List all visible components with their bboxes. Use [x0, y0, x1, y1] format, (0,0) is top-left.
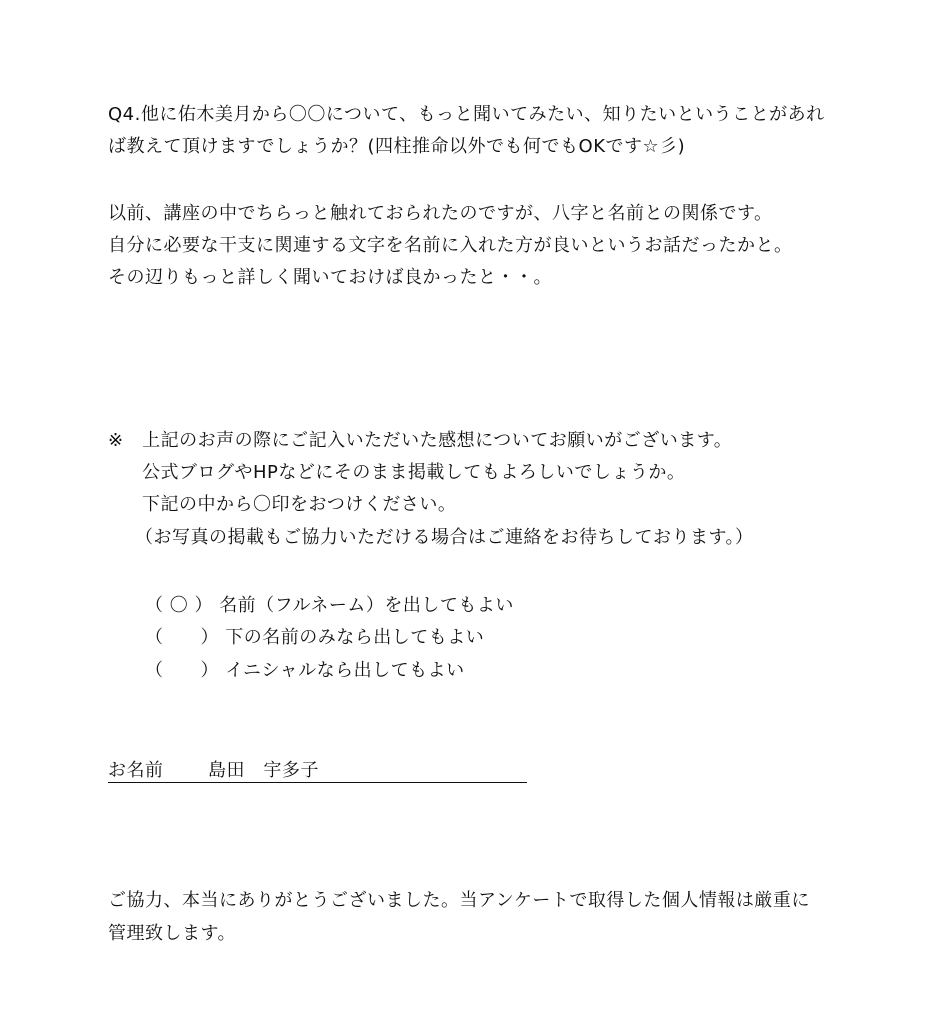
option-row: [145, 660, 465, 682]
signature-line: [108, 760, 527, 783]
notice-line-2: 公式ブログやHPなどにそのまま掲載してもよろしいでしょうか。: [142, 462, 686, 483]
question-line-2: ば教えて頂けますでしょうか？(四柱推命以外でも何でもOKです☆彡): [108, 136, 686, 157]
answer-line-3: その辺りもっと詳しく聞いておけば良かったと・・。: [108, 267, 552, 288]
notice-line-3: 下記の中から〇印をおつけください。: [142, 494, 457, 515]
option-label: 下の名前のみなら出してもよい: [225, 627, 485, 648]
option-mark: （ 〇 ）: [145, 595, 213, 616]
closing-line-1: ご協力、本当にありがとうございました。当アンケートで取得した個人情報は厳重に: [108, 890, 810, 911]
signature-name: 島田 宇多子: [208, 760, 319, 781]
option-mark: （ ）: [145, 660, 219, 681]
option-label: 名前（フルネーム）を出してもよい: [219, 595, 514, 616]
answer-line-2: 自分に必要な干支に関連する文字を名前に入れた方が良いというお話だったかと。: [108, 235, 793, 256]
question-line-1: Q4.他に佑木美月から〇〇について、もっと聞いてみたい、知りたいということがあれ: [108, 104, 825, 125]
option-label: イニシャルなら出してもよい: [225, 660, 465, 681]
signature-label: お名前: [108, 760, 164, 781]
notice-line-4: （お写真の掲載もご協力いただける場合はご連絡をお待ちしております。）: [135, 527, 754, 548]
notice-line-1: ※ 上記のお声の際にご記入いただいた感想についてお願いがございます。: [108, 430, 733, 451]
option-mark: （ ）: [145, 627, 219, 648]
option-row: [145, 595, 514, 617]
closing-line-2: 管理致します。: [108, 923, 237, 944]
option-row: [145, 627, 484, 649]
answer-line-1: 以前、講座の中でちらっと触れておられたのですが、八字と名前との関係です。: [108, 203, 773, 224]
